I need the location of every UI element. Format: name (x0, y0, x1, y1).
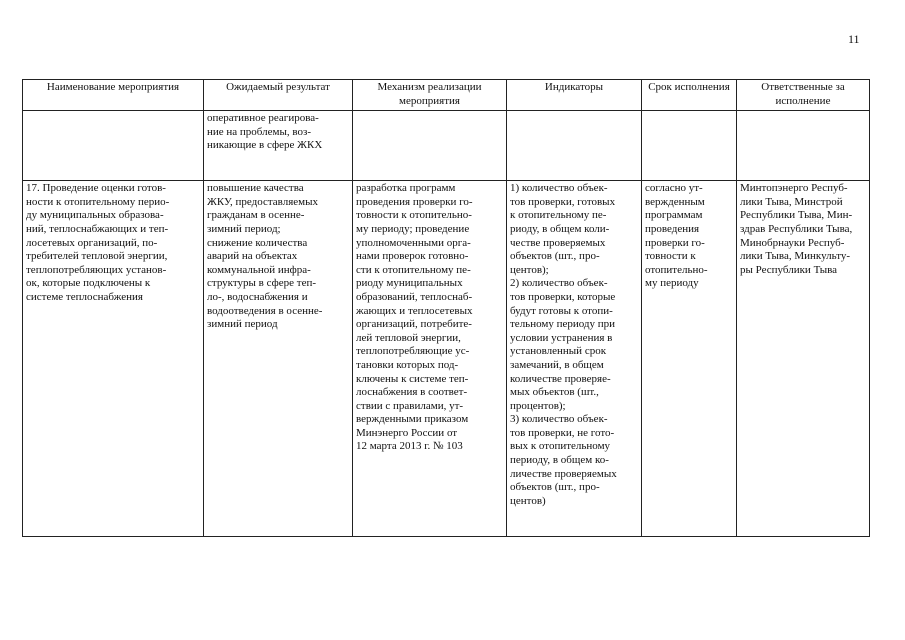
table-cell (642, 111, 737, 181)
table-cell: 17. Проведение оценки готов- ности к отопительному перио- ду муниципальных образова- ний, теплоснабжающих и теп- лосетевых организаций, по- требителей тепловой энергии, теплопотребляющих установ- ок, которые подключены к системе теплоснабжения (23, 181, 204, 537)
header-deadline: Срок исполнения (642, 80, 737, 111)
header-expected-result: Ожидаемый результат (204, 80, 353, 111)
header-activity-name: Наименование мероприятия (23, 80, 204, 111)
table-cell: оперативное реагирова- ние на проблемы, воз- никающие в сфере ЖКХ (204, 111, 353, 181)
table-row-continuation (23, 111, 870, 181)
table-header-row (23, 80, 870, 111)
table-cell: разработка программ проведения проверки го- товности к отопительно- му периоду; проведение уполномоченными орга- нами проверок готовно- сти к отопительному пе- риоду муниципальных образований, теплоснаб- жающих и теплосетевых организаций, потребите- лей тепловой энергии, теплопотребляющие ус- тановки которых под- ключены к системе теп- лоснабжения в соответ- ствии с правилами, ут- вержденными приказом Минэнерго России от 12 марта 2013 г. № 103 (353, 181, 507, 537)
table-cell: 1) количество объек- тов проверки, готовых к отопительному пе- риоду, в общем коли- честве проверяемых объектов (шт., про- центов); 2) количество объек- тов проверки, которые будут готовы к отопи- тельному периоду при условии устранения в установленный срок замечаний, в общем количестве проверяе- мых объектов (шт., процентов); 3) количество объек- тов проверки, не гото- вых к отопительному периоду, в общем ко- личестве проверяемых объектов (шт., про- центов) (507, 181, 642, 537)
table-cell: повышение качества ЖКУ, предоставляемых гражданам в осенне- зимний период; снижение количества аварий на объектах коммунальной инфра- структуры в сфере теп- ло-, водоснабжения и водоотведения в осенне- зимний период (204, 181, 353, 537)
header-indicators: Индикаторы (507, 80, 642, 111)
table-cell (737, 111, 870, 181)
table-cell (507, 111, 642, 181)
table-cell: Минтопэнерго Респуб- лики Тыва, Минстрой Республики Тыва, Мин- здрав Республики Тыва, Минобрнауки Респуб- лики Тыва, Минкульту- ры Республики Тыва (737, 181, 870, 537)
table-cell (23, 111, 204, 181)
table-cell: согласно ут- вержденным программам проведения проверки го- товности к отопительно- му периоду (642, 181, 737, 537)
header-responsible: Ответственные за исполнение (737, 80, 870, 111)
page-number: 11 (848, 32, 860, 46)
table-row-17 (23, 181, 870, 537)
table-cell (353, 111, 507, 181)
header-implementation-mechanism: Механизм реализации мероприятия (353, 80, 507, 111)
activity-plan-table (22, 79, 870, 537)
